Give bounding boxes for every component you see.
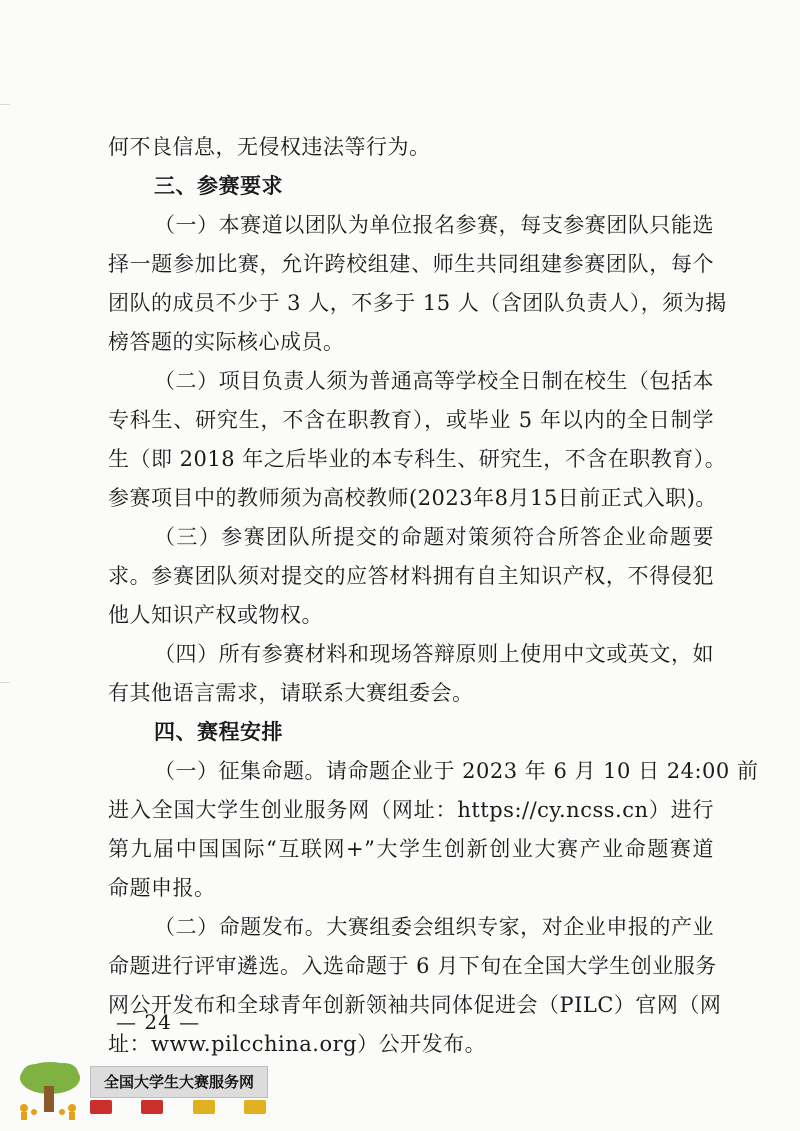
- paragraph-line: 他人知识产权或物权。: [108, 603, 323, 627]
- paragraph-line: 专科生、研究生，不含在职教育），或毕业 5 年以内的全日制学: [108, 408, 714, 432]
- paragraph-line: 命题进行评审遴选。入选命题于 6 月下旬在全国大学生创业服务: [108, 954, 717, 978]
- paragraph-line: 址：www.pilcchina.org）公开发布。: [108, 1032, 487, 1056]
- paragraph-line: 择一题参加比赛，允许跨校组建、师生共同组建参赛团队，每个: [108, 252, 714, 276]
- watermark-icon-row: [90, 1100, 266, 1116]
- paragraph-line: 有其他语言需求，请联系大赛组委会。: [108, 681, 474, 705]
- paragraph-line: （一）征集命题。请命题企业于 2023 年 6 月 10 日 24:00 前: [154, 759, 759, 783]
- paragraph-line: （二）命题发布。大赛组委会组织专家，对企业申报的产业: [154, 915, 714, 939]
- paragraph-line: 进入全国大学生创业服务网（网址：https://cy.ncss.cn）进行: [108, 798, 714, 822]
- watermark: [14, 1058, 274, 1122]
- watermark-badge-icon: [193, 1100, 215, 1114]
- paragraph-line: 求。参赛团队须对提交的应答材料拥有自主知识产权，不得侵犯: [108, 564, 714, 588]
- document-body: [108, 128, 759, 1064]
- tree-logo-icon: [14, 1058, 84, 1122]
- watermark-badge-icon: [90, 1100, 112, 1114]
- paragraph-line: 何不良信息，无侵权违法等行为。: [108, 135, 431, 159]
- watermark-badge-icon: [141, 1100, 163, 1114]
- paragraph-line: （二）项目负责人须为普通高等学校全日制在校生（包括本: [154, 369, 714, 393]
- paragraph-line: （三）参赛团队所提交的命题对策须符合所答企业命题要: [154, 525, 714, 549]
- paragraph-line: 团队的成员不少于 3 人，不多于 15 人（含团队负责人），须为揭: [108, 291, 727, 315]
- watermark-badge-icon: [244, 1100, 266, 1114]
- watermark-title: 全国大学生大赛服务网: [90, 1066, 268, 1098]
- page-number: — 24 —: [116, 1010, 201, 1034]
- section-heading: 四、赛程安排: [154, 720, 283, 744]
- paragraph-line: 参赛项目中的教师须为高校教师(2023年8月15日前正式入职)。: [108, 486, 717, 510]
- paragraph-line: 生（即 2018 年之后毕业的本专科生、研究生，不含在职教育）。: [108, 447, 727, 471]
- paragraph-line: 榜答题的实际核心成员。: [108, 330, 345, 354]
- margin-mark: [0, 682, 10, 683]
- section-heading: 三、参赛要求: [154, 174, 283, 198]
- paragraph-line: 网公开发布和全球青年创新领袖共同体促进会（PILC）官网（网: [108, 993, 722, 1017]
- paragraph-line: （一）本赛道以团队为单位报名参赛，每支参赛团队只能选: [154, 213, 714, 237]
- margin-mark: [0, 104, 10, 105]
- paragraph-line: （四）所有参赛材料和现场答辩原则上使用中文或英文，如: [154, 642, 714, 666]
- paragraph-line: 命题申报。: [108, 876, 216, 900]
- paragraph-line: 第九届中国国际“互联网+”大学生创新创业大赛产业命题赛道: [108, 837, 714, 861]
